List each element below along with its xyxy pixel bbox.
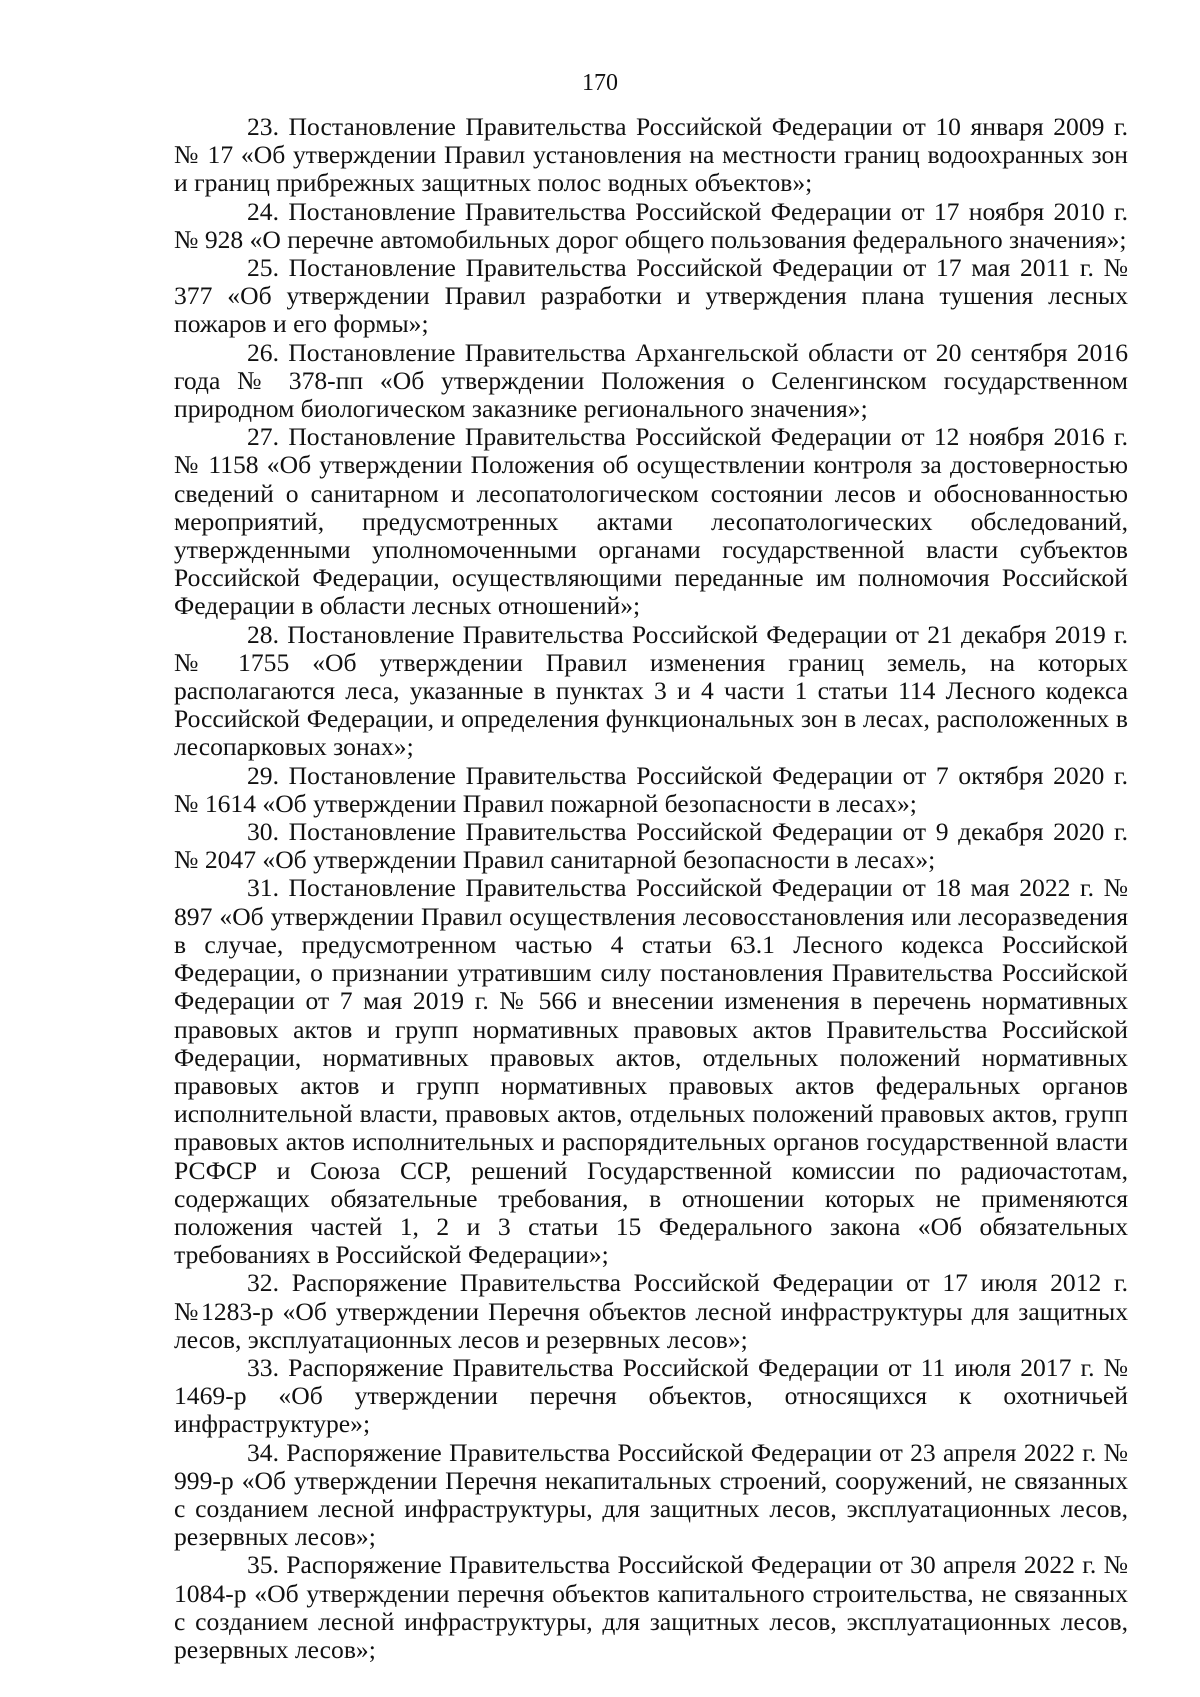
list-item: 32. Распоряжение Правительства Российской Федерации от 17 июля 2012 г. №1283-р «Об утверждении Перечня объектов лесной инфраструктуры для защитных лесов, эксплуатационных лесов и резервных лесов»; xyxy=(174,1268,1128,1354)
list-item: 26. Постановление Правительства Архангельской области от 20 сентября 2016 года № 378-пп «Об утверждении Положения о Селенгинском государственном природном биологическом заказнике регионального значения»; xyxy=(174,337,1128,424)
list-item: 25. Постановление Правительства Российской Федерации от 17 мая 2011 г. № 377 «Об утверждении Правил разработки и утверждения плана тушения лесных пожаров и его формы»; xyxy=(174,253,1128,339)
list-item: 34. Распоряжение Правительства Российской Федерации от 23 апреля 2022 г. № 999-р «Об утверждении Перечня некапитальных строений, сооружений, не связанных с созданием лесной инфраструктуры, для защитных лесов, эксплуатационных лесов, резервных лесов»; xyxy=(174,1437,1128,1552)
list-item: 23. Постановление Правительства Российской Федерации от 10 января 2009 г. № 17 «Об утверждении Правил установления на местности границ водоохранных зон и границ прибрежных защитных полос водных объектов»; xyxy=(174,112,1128,198)
page-number: 170 xyxy=(582,70,618,96)
legal-acts-list xyxy=(174,113,1128,1664)
list-item: 28. Постановление Правительства Российской Федерации от 21 декабря 2019 г. № 1755 «Об утверждении Правил изменения границ земель, на которых располагаются леса, указанные в пунктах 3 и 4 части 1 статьи 114 Лесного кодекса Российской Федерации, и определения функциональных зон в лесах, расположенных в лесопарковых зонах»; xyxy=(174,619,1128,762)
list-item: 24. Постановление Правительства Российской Федерации от 17 ноября 2010 г. № 928 «О перечне автомобильных дорог общего пользования федерального значения»; xyxy=(174,196,1128,254)
list-item: 30. Постановление Правительства Российской Федерации от 9 декабря 2020 г. № 2047 «Об утверждении Правил санитарной безопасности в лесах»; xyxy=(174,817,1128,875)
list-item: 33. Распоряжение Правительства Российской Федерации от 11 июля 2017 г. № 1469-р «Об утверждении перечня объектов, относящихся к охотничьей инфраструктуре»; xyxy=(174,1352,1128,1439)
list-item: 27. Постановление Правительства Российской Федерации от 12 ноября 2016 г. № 1158 «Об утверждении Положения об осуществлении контроля за достоверностью сведений о санитарном и лесопатологическом состоянии лесов и обоснованностью мероприятий, предусмотренных актами лесопатологических обследований, утвержденными уполномоченными органами государственной власти субъектов Российской Федерации, осуществляющими переданные им полномочия Российской Федерации в области лесных отношений»; xyxy=(174,422,1128,621)
list-item: 31. Постановление Правительства Российской Федерации от 18 мая 2022 г. № 897 «Об утверждении Правил осуществления лесовосстановления или лесоразведения в случае, предусмотренном частью 4 статьи 63.1 Лесного кодекса Российской Федерации, о признании утратившим силу постановления Правительства Российской Федерации от 7 мая 2019 г. № 566 и внесении изменения в перечень нормативных правовых актов и групп нормативных правовых актов Правительства Российской Федерации, нормативных правовых актов, отдельных положений нормативных правовых актов и групп нормативных правовых актов федеральных органов исполнительной власти, правовых актов, отдельных положений правовых актов, групп правовых актов исполнительных и распорядительных органов государственной власти РСФСР и Союза ССР, решений Государственной комиссии по радиочастотам, содержащих обязательные требования, в отношении которых не применяются положения частей 1, 2 и 3 статьи 15 Федерального закона «Об обязательных требованиях в Российской Федерации»; xyxy=(174,873,1128,1270)
list-item: 29. Постановление Правительства Российской Федерации от 7 октября 2020 г. № 1614 «Об утверждении Правил пожарной безопасности в лесах»; xyxy=(174,760,1128,818)
list-item: 35. Распоряжение Правительства Российской Федерации от 30 апреля 2022 г. № 1084-р «Об утверждении перечня объектов капитального строительства, не связанных с созданием лесной инфраструктуры, для защитных лесов, эксплуатационных лесов, резервных лесов»; xyxy=(174,1550,1128,1664)
